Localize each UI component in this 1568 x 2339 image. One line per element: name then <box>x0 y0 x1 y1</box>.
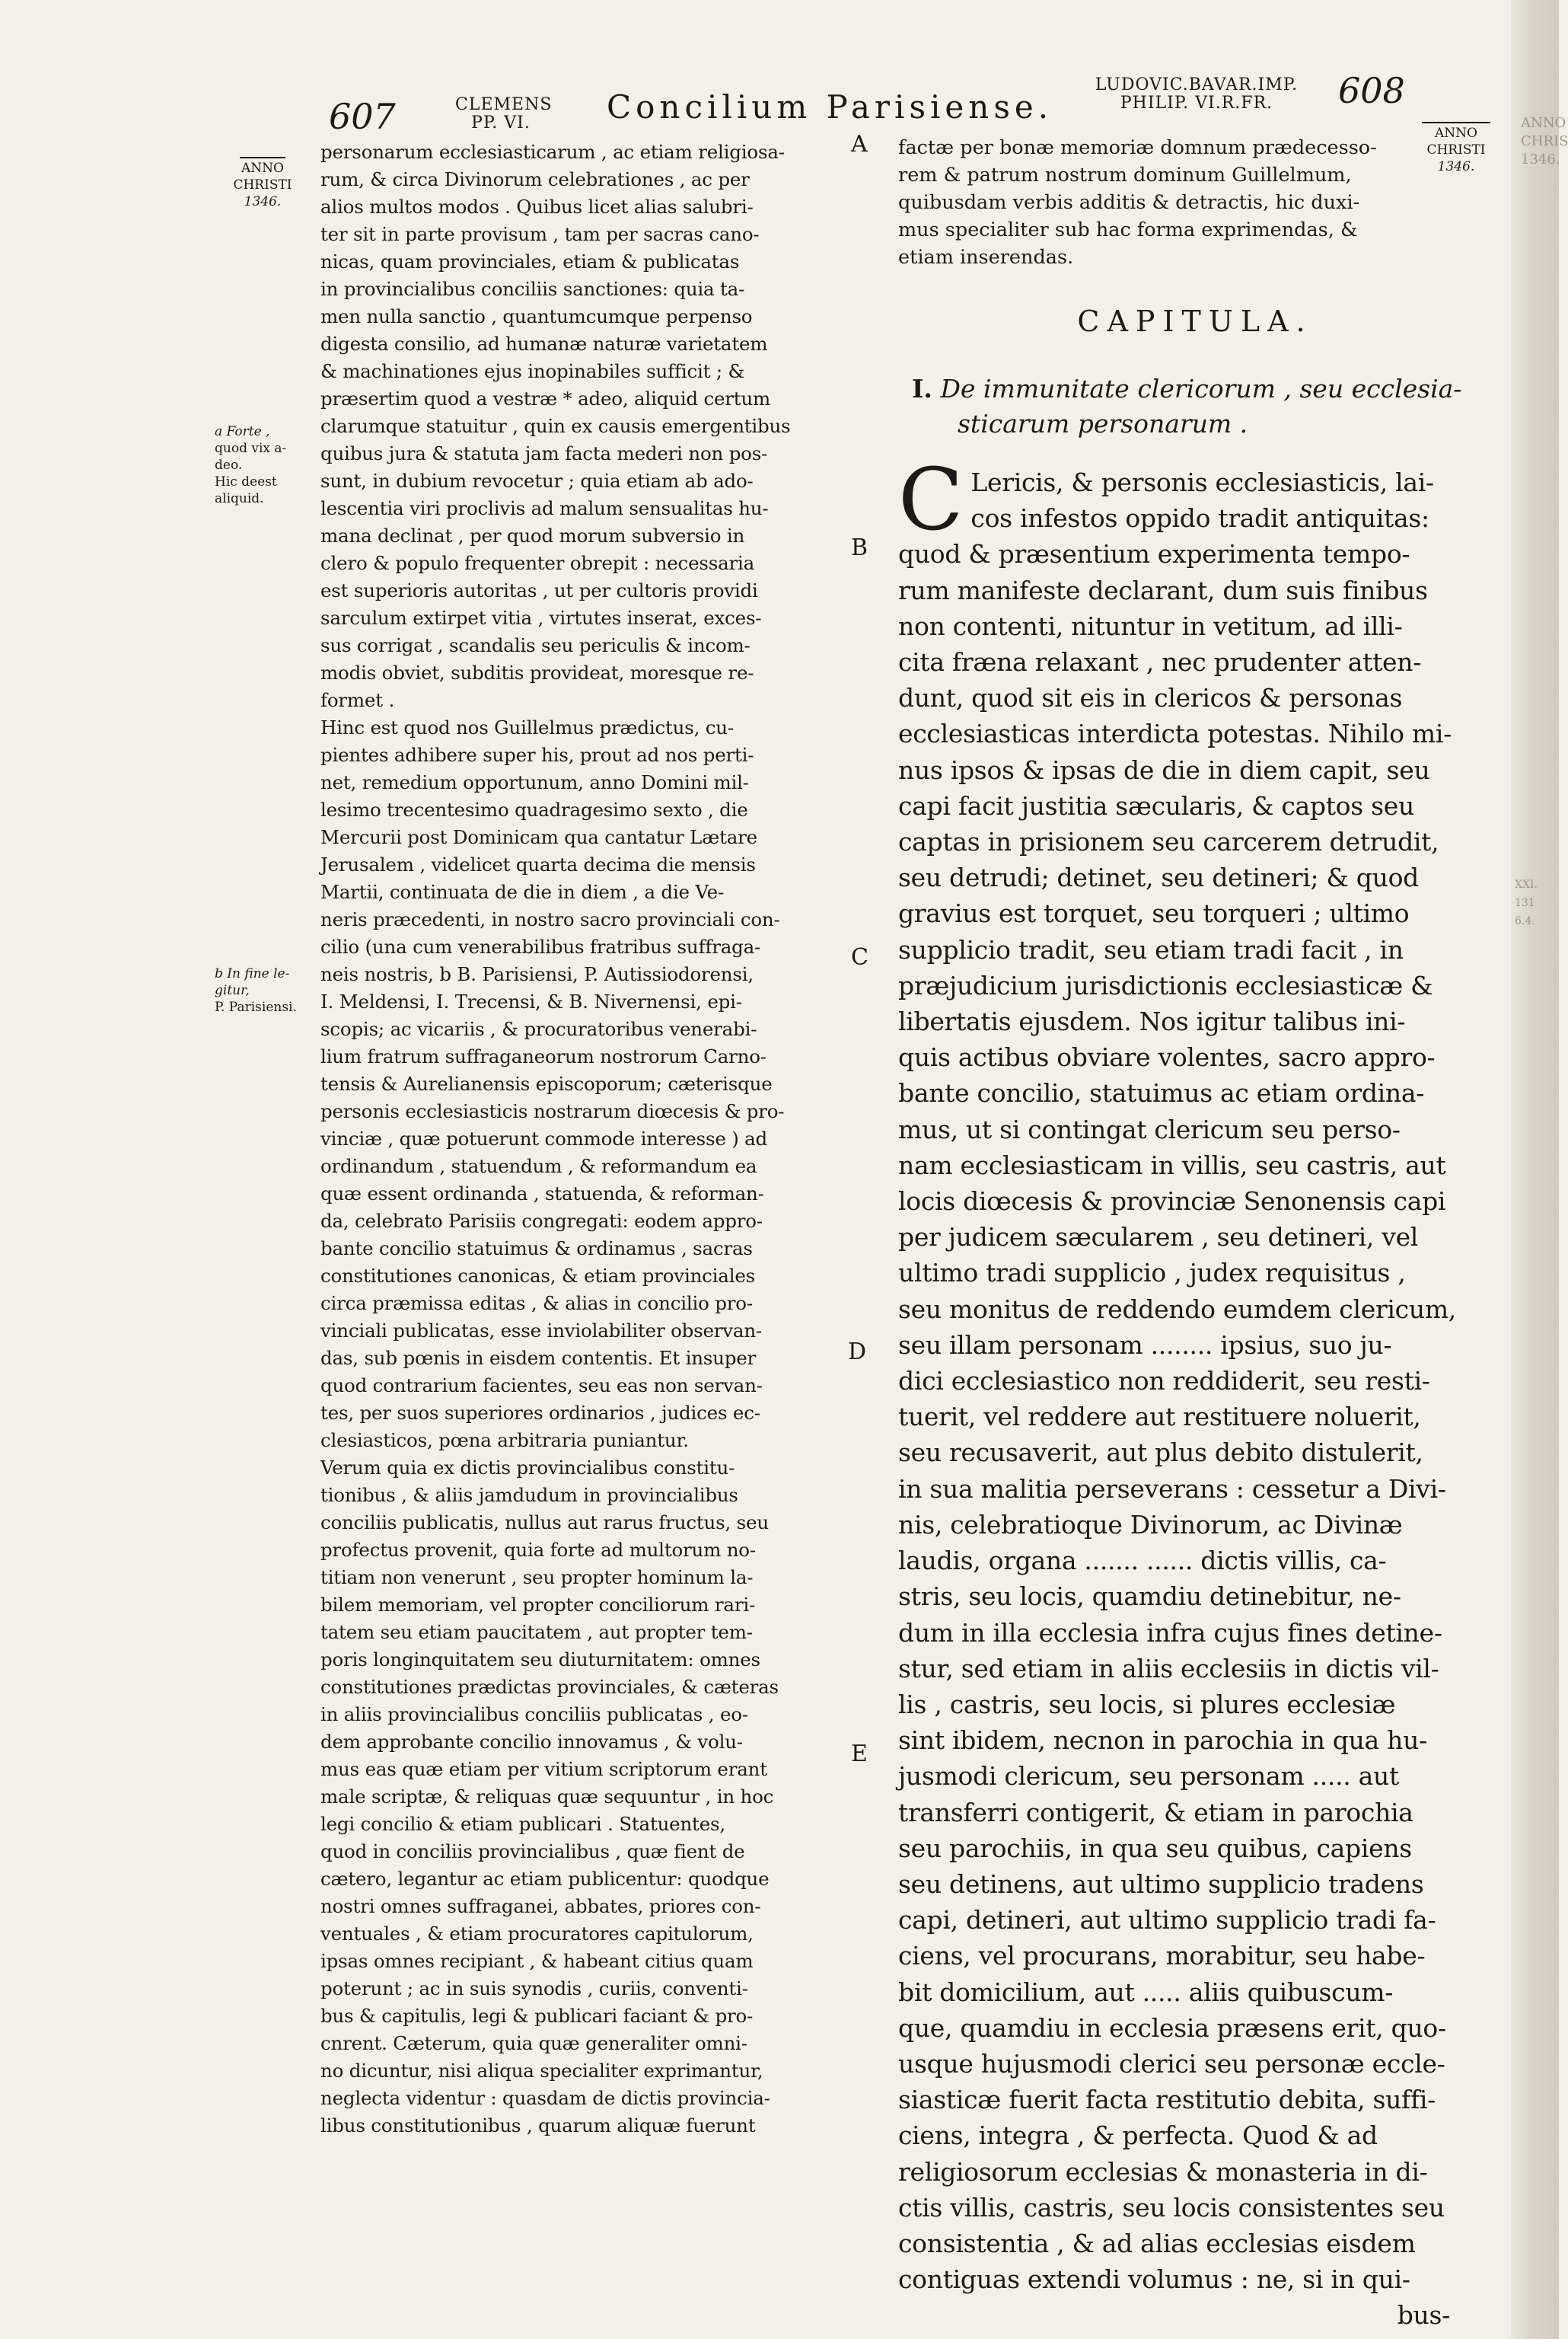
left-column-line: I. Meldensi, I. Trecensi, & B. Nivernensi, epi- <box>320 991 742 1013</box>
anno-year: 1346. <box>1437 159 1475 174</box>
chapter-line: transferri contigerit, & etiam in parochia <box>898 1797 1413 1827</box>
section-marker-b: B <box>851 534 868 561</box>
chapter-line: religiosorum ecclesias & monasteria in di- <box>898 2156 1428 2187</box>
left-column-line: formet . <box>320 689 395 711</box>
chapter-line: Lericis, & personis ecclesiasticis, lai- <box>970 467 1434 497</box>
left-column-line: cætero, legantur ac etiam publicentur: quodque <box>320 1868 770 1890</box>
chapter-line: libertatis ejusdem. Nos igitur talibus ini- <box>898 1007 1406 1037</box>
left-column-line: digesta consilio, ad humanæ naturæ varietatem <box>320 333 768 355</box>
chapter-line: sint ibidem, necnon in parochia in qua hu- <box>898 1725 1427 1756</box>
right-running-head <box>1090 76 1303 113</box>
left-column-line: conciliis publicatis, nullus aut rarus fructus, seu <box>320 1511 769 1533</box>
running-head-line: CLEMENS <box>455 95 553 114</box>
left-column-line: dem approbante concilio innovamus , & volu- <box>320 1731 743 1753</box>
intro-line: etiam inserendas. <box>898 246 1074 269</box>
section-marker-c: C <box>851 944 868 971</box>
chapter-opening <box>898 451 1480 550</box>
left-column-line: neglecta videntur : quasdam de dictis provincia- <box>320 2087 770 2109</box>
chapter-heading-text: De immunitate clericorum , seu ecclesia- <box>940 374 1462 404</box>
chapter-line: ciens, integra , & perfecta. Quod & ad <box>898 2120 1378 2151</box>
left-column-line: mana declinat , per quod morum subversio in <box>320 525 745 547</box>
far-right-ref-line: XXI. 131 <box>1515 879 1538 909</box>
left-column-text <box>320 139 838 2140</box>
running-head-line: LUDOVIC.BAVAR.IMP. <box>1095 75 1299 94</box>
margin-note-b <box>215 965 317 1016</box>
left-column-line: sarculum extirpet vitia , virtutes inserat, exces- <box>320 607 762 629</box>
left-running-head <box>455 95 553 132</box>
chapter-lines <box>898 536 1480 2297</box>
left-column-line: tensis & Aurelianensis episcoporum; cæterisque <box>320 1073 773 1095</box>
chapter-number: I. <box>912 374 932 404</box>
left-column-line: neis nostris, b B. Parisiensi, P. Autissiodorensi, <box>320 963 754 985</box>
far-right-anno-line: ANNO <box>1521 115 1566 131</box>
page-title: Concilium Parisiense. <box>607 88 1053 126</box>
chapter-line: ecclesiasticas interdicta potestas. Nihilo mi- <box>898 719 1452 749</box>
chapter-line: usque hujusmodi clerici seu personæ eccle- <box>898 2048 1445 2079</box>
chapter-line: nis, celebratioque Divinorum, ac Divinæ <box>898 1509 1403 1540</box>
left-column-line: quibus jura & statuta jam facta mederi non pos- <box>320 442 768 464</box>
note-line: aliquid. <box>215 491 264 506</box>
anno-line: ANNO <box>1435 126 1477 141</box>
left-column-line: vinciæ , quæ potuerunt commode interesse ) ad <box>320 1128 768 1150</box>
chapter-line: locis diœcesis & provinciæ Senonensis capi <box>898 1186 1446 1217</box>
chapter-line: contiguas extendi volumus : ne, si in qui- <box>898 2264 1410 2295</box>
left-column-line: in aliis provincialibus conciliis publicatas , eo- <box>320 1703 748 1725</box>
left-column-line: clero & populo frequenter obrepit : necessaria <box>320 552 755 574</box>
note-line: deo. <box>215 458 243 473</box>
anno-year: 1346. <box>244 194 282 209</box>
left-column-line: circa præmissa editas , & alias in concilio pro- <box>320 1292 753 1314</box>
left-column-line: men nulla sanctio , quantumcumque perpenso <box>320 305 753 327</box>
left-column-line: Hinc est quod nos Guillelmus prædictus, cu- <box>320 716 734 739</box>
chapter-line: mus, ut si contingat clericum seu perso- <box>898 1114 1401 1144</box>
left-column-line: quod contrarium facientes, seu eas non servan- <box>320 1374 763 1396</box>
chapter-line: dum in illa ecclesia infra cujus fines detine- <box>898 1617 1442 1648</box>
chapter-line: seu parochiis, in qua seu quibus, capiens <box>898 1833 1412 1863</box>
left-column-line: modis obviet, subditis provideat, moresque re- <box>320 662 754 684</box>
left-column-line: poterunt ; ac in suis synodis , curiis, conventi- <box>320 1977 748 1999</box>
chapter-line: nus ipsos & ipsas de die in diem capit, seu <box>898 755 1430 785</box>
left-column-line: lium fratrum suffraganeorum nostrorum Carno- <box>320 1045 766 1067</box>
left-column-line: ipsas omnes recipiant , & habeant citius quam <box>320 1950 754 1972</box>
anno-line: CHRISTI <box>233 177 292 193</box>
chapter-line: capi facit justitia sæcularis, & captos seu <box>898 790 1414 821</box>
intro-line: rem & patrum nostrum dominum Guillelmum, <box>898 164 1352 187</box>
section-marker-a: A <box>851 131 868 158</box>
section-marker-d: D <box>848 1339 867 1365</box>
chapter-line: cita fræna relaxant , nec prudenter atten- <box>898 647 1422 678</box>
left-column-line: lescentia viri proclivis ad malum sensualitas hu- <box>320 497 769 519</box>
note-line: quod vix a- <box>215 441 287 456</box>
chapter-line: laudis, organa ....... ...... dictis villis, ca- <box>898 1546 1387 1576</box>
chapter-line: ultimo tradi supplicio , judex requisitus , <box>898 1258 1406 1288</box>
anno-line: ANNO <box>241 161 284 176</box>
left-column-line: neris præcedenti, in nostro sacro provinciali con- <box>320 908 780 930</box>
chapter-line: siasticæ fuerit facta restitutio debita, suffi- <box>898 2085 1436 2115</box>
chapter-line: consistentia , & ad alias ecclesias eisdem <box>898 2228 1416 2258</box>
chapter-line: quod & præsentium experimenta tempo- <box>898 539 1410 570</box>
chapter-line: seu detinens, aut ultimo supplicio tradens <box>898 1868 1424 1899</box>
left-column-line: sus corrigat , scandalis seu periculis & incom- <box>320 634 751 656</box>
far-right-ref <box>1515 876 1557 930</box>
chapter-line: que, quamdiu in ecclesia præsens erit, quo- <box>898 2012 1446 2043</box>
left-column-line: titiam non venerunt , seu propter hominum la- <box>320 1566 754 1588</box>
chapter-line: cos infestos oppido tradit antiquitas: <box>970 503 1429 534</box>
left-column-line: scopis; ac vicariis , & procuratoribus venerabi- <box>320 1018 757 1040</box>
chapter-line: tuerit, vel reddere aut restituere noluerit, <box>898 1402 1421 1432</box>
intro-line: factæ per bonæ memoriæ domnum prædecesso- <box>898 136 1377 159</box>
chapter-line: nam ecclesiasticam in villis, seu castris, aut <box>898 1150 1446 1180</box>
left-column-line: nicas, quam provinciales, etiam & publicatas <box>320 250 740 273</box>
left-column-line: vinciali publicatas, esse inviolabiliter observan- <box>320 1319 762 1342</box>
left-column-line: rum, & circa Divinorum celebrationes , ac per <box>320 168 750 190</box>
note-line: gitur, <box>215 983 250 998</box>
chapter-line: non contenti, nituntur in vetitum, ad illi- <box>898 611 1403 641</box>
running-head-line: PP. VI. <box>471 113 531 132</box>
left-column-line: pientes adhibere super his, prout ad nos perti- <box>320 744 754 766</box>
left-column-line: Martii, continuata de die in diem , a die Ve- <box>320 881 725 903</box>
note-line: b In fine le- <box>215 966 290 981</box>
anno-rule <box>1422 122 1490 123</box>
left-column-line: Verum quia ex dictis provincialibus constitu- <box>320 1457 735 1479</box>
left-column-line: est superioris autoritas , ut per cultoris providi <box>320 579 758 602</box>
chapter-line: seu recusaverit, aut plus debito distulerit, <box>898 1438 1423 1468</box>
intro-line: quibusdam verbis additis & detractis, hic duxi- <box>898 191 1360 214</box>
far-right-anno-line: 1346. <box>1521 152 1560 168</box>
left-anno-christi <box>213 157 312 210</box>
right-page-number: 608 <box>1338 70 1405 111</box>
left-column-line: sunt, in dubium revocetur ; quia etiam ab ado- <box>320 470 754 492</box>
chapter-heading <box>912 372 1479 442</box>
far-right-ref-line: 6.4. <box>1515 915 1535 927</box>
anno-line: CHRISTI <box>1426 142 1486 158</box>
left-column-line: Jerusalem , videlicet quarta decima die mensis <box>320 854 756 876</box>
left-column-line: ter sit in parte provisum , tam per sacras cano- <box>320 223 760 245</box>
left-column-line: personarum ecclesiasticarum , ac etiam religiosa- <box>320 141 785 163</box>
left-column-line: præsertim quod a vestræ * adeo, aliquid certum <box>320 388 771 410</box>
chapter-line: stur, sed etiam in aliis ecclesiis in dictis vil- <box>898 1653 1439 1683</box>
left-column-line: bilem memoriam, vel propter conciliorum rari- <box>320 1594 756 1616</box>
chapter-line: captas in prisionem seu carcerem detrudit, <box>898 827 1439 857</box>
left-column-line: profectus provenit, quia forte ad multorum no- <box>320 1539 756 1561</box>
chapter-line: jusmodi clericum, seu personam ..... aut <box>898 1761 1399 1792</box>
chapter-line: bante concilio, statuimus ac etiam ordina- <box>898 1078 1425 1109</box>
left-column-line: lesimo trecentesimo quadragesimo sexto , die <box>320 799 748 821</box>
right-column-intro <box>898 134 1465 271</box>
left-column-line: tatem seu etiam paucitatem , aut propter tem- <box>320 1621 753 1643</box>
catchword: bus- <box>1397 2300 1450 2331</box>
section-marker-e: E <box>851 1741 868 1767</box>
chapter-line: ciens, vel procurans, morabitur, seu habe- <box>898 1941 1426 1971</box>
left-column-line: bante concilio statuimus & ordinamus , sacras <box>320 1237 753 1259</box>
left-column-line: quod in conciliis provincialibus , quæ fient de <box>320 1840 745 1862</box>
chapter-line: seu illam personam ........ ipsius, suo ju- <box>898 1329 1392 1360</box>
chapter-line: supplicio tradit, seu etiam tradi facit , in <box>898 934 1404 965</box>
note-line: P. Parisiensi. <box>215 1000 297 1015</box>
left-column-line: clesiasticos, pœna arbitraria puniantur. <box>320 1429 689 1451</box>
chapter-line: rum manifeste declarant, dum suis finibus <box>898 575 1428 605</box>
left-column-line: bus & capitulis, legi & publicari faciant & pro- <box>320 2005 754 2027</box>
left-column-line: personis ecclesiasticis nostrarum diœcesis & pro- <box>320 1100 785 1122</box>
left-column-line: in provincialibus conciliis sanctiones: quia ta- <box>320 278 745 300</box>
left-column-line: legi concilio & etiam publicari . Statuentes, <box>320 1813 725 1835</box>
chapter-line: lis , castris, seu locis, si plures ecclesiæ <box>898 1689 1396 1719</box>
left-column-line: clarumque statuitur , quin ex causis emergentibus <box>320 415 791 437</box>
left-column-line: das, sub pœnis in eisdem contentis. Et insuper <box>320 1347 757 1369</box>
note-line: a Forte , <box>215 424 270 439</box>
running-head-line: PHILIP. VI.R.FR. <box>1120 94 1273 113</box>
chapter-line: dici ecclesiastico non reddiderit, seu resti- <box>898 1366 1430 1396</box>
left-column-line: alios multos modos . Quibus licet alias salubri- <box>320 196 754 218</box>
chapter-line: præjudicium jurisdictionis ecclesiasticæ & <box>898 970 1433 1000</box>
left-column-line: & machinationes ejus inopinabiles sufficit ; & <box>320 360 745 382</box>
left-column-line: male scriptæ, & reliquas quæ sequuntur , in hoc <box>320 1785 774 1808</box>
chapter-line: ctis villis, castris, seu locis consistentes seu <box>898 2192 1445 2223</box>
left-column-line: cnrent. Cæterum, quia quæ generaliter omni- <box>320 2032 747 2054</box>
far-right-anno <box>1521 114 1568 169</box>
chapter-line: seu monitus de reddendo eumdem clericum, <box>898 1294 1456 1324</box>
note-line: Hic deest <box>215 474 277 490</box>
left-column-line: ventuales , & etiam procuratores capitulorum, <box>320 1923 754 1945</box>
left-column-line: da, celebrato Parisiis congregati: eodem appro- <box>320 1210 763 1232</box>
left-column-line: cilio (una cum venerabilibus fratribus suffraga- <box>320 936 761 958</box>
intro-line: mus specialiter sub hac forma exprimendas, & <box>898 219 1358 241</box>
chapter-heading-line-2: sticarum personarum . <box>958 409 1248 439</box>
page-edge-shadow <box>1511 0 1568 2339</box>
left-column-line: net, remedium opportunum, anno Domini mil- <box>320 771 749 793</box>
chapter-text <box>898 451 1480 2334</box>
left-page-number: 607 <box>329 96 396 137</box>
drop-cap: C <box>898 451 964 550</box>
left-column-line: nostri omnes suffraganei, abbates, priores con- <box>320 1895 761 1917</box>
chapter-line: per judicem sæcularem , seu detineri, vel <box>898 1222 1419 1252</box>
margin-note-a <box>215 423 317 507</box>
chapter-line: quis actibus obviare volentes, sacro appro- <box>898 1042 1436 1073</box>
capitula-heading: CAPITULA. <box>1077 305 1313 338</box>
left-column-line: constitutiones canonicas, & etiam provinciales <box>320 1265 756 1287</box>
chapter-line: bit domicilium, aut ..... aliis quibuscum- <box>898 1977 1394 2007</box>
chapter-line: dunt, quod sit eis in clericos & personas <box>898 683 1403 713</box>
chapter-line: stris, seu locis, quamdiu detinebitur, ne- <box>898 1581 1401 1612</box>
chapter-line: in sua malitia perseverans : cessetur a Divi- <box>898 1473 1446 1504</box>
left-column-line: poris longinquitatem seu diuturnitatem: omnes <box>320 1648 760 1670</box>
left-column-line: quæ essent ordinanda , statuenda, & reforman- <box>320 1182 764 1205</box>
left-column-line: no dicuntur, nisi aliqua specialiter exprimantur, <box>320 2060 763 2082</box>
chapter-heading-line-1 <box>912 372 1479 407</box>
left-column-line: ordinandum , statuendum , & reformandum ea <box>320 1155 757 1177</box>
left-column-line: constitutiones prædictas provinciales, & cæteras <box>320 1676 779 1698</box>
anno-rule <box>240 157 285 158</box>
left-column-line: tes, per suos superiores ordinarios , judices ec- <box>320 1402 760 1424</box>
left-column-line: tionibus , & aliis jamdudum in provincialibus <box>320 1484 738 1506</box>
left-column-line: mus eas quæ etiam per vitium scriptorum erant <box>320 1758 767 1780</box>
far-right-anno-line: CHRIS <box>1521 133 1568 149</box>
chapter-line: capi, detineri, aut ultimo supplicio tradi fa- <box>898 1905 1436 1935</box>
left-column-line: Mercurii post Dominicam qua cantatur Lætare <box>320 826 757 848</box>
chapter-line: gravius est torquet, seu torqueri ; ultimo <box>898 898 1410 929</box>
left-column-line: libus constitutionibus , quarum aliquæ fuerunt <box>320 2114 756 2136</box>
chapter-line: seu detrudi; detinet, seu detineri; & quod <box>898 863 1419 893</box>
